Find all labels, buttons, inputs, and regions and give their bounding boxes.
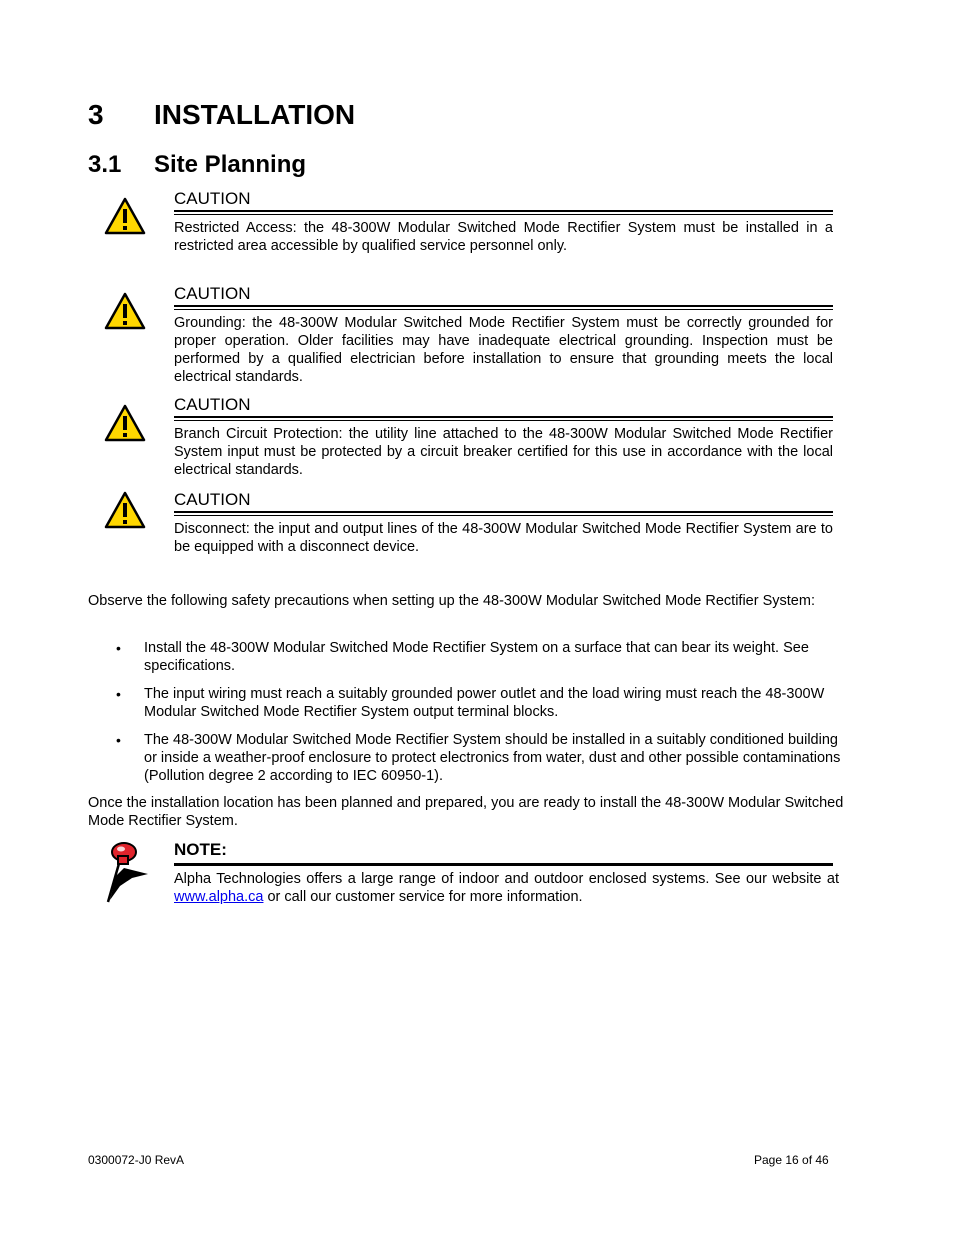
warning-triangle-icon: [104, 197, 146, 235]
note-rule: [174, 863, 833, 866]
footer-doc-id: 0300072-J0 RevA: [88, 1153, 185, 1167]
caution-text: Branch Circuit Protection: the utility line attached to the 48-300W Modular Switched Mode Rectifier System input must be protected by a circuit breaker certified for this use in accordance with the local electrical standards.: [174, 426, 833, 478]
website-link[interactable]: www.alpha.ca: [174, 889, 264, 905]
bullet-item: The 48-300W Modular Switched Mode Rectifier System should be installed in a suitably conditioned building or inside a weather-proof enclosure to protect electronics from water, dust and other possible contaminations (Pollution degree 2 according to IEC 60950-1).: [144, 732, 841, 784]
warning-triangle-icon: [104, 491, 146, 529]
section-heading: [88, 98, 355, 132]
subsection-number: 3.1: [88, 151, 122, 178]
warning-triangle-icon: [104, 404, 146, 442]
caution-text: Restricted Access: the 48-300W Modular Switched Mode Rectifier System must be installed in a restricted area accessible by qualified service personnel only.: [174, 220, 833, 254]
subsection-heading: [88, 150, 306, 180]
note-text-after: or call our customer service for more information.: [263, 889, 583, 905]
bullet-item: The input wiring must reach a suitably grounded power outlet and the load wiring must reach the 48-300W Modular Switched Mode Rectifier System output terminal blocks.: [144, 686, 825, 720]
note-text-before: Alpha Technologies offers a large range of indoor and outdoor enclosed systems. See our website at: [174, 871, 839, 887]
caution-rule: [174, 305, 833, 311]
caution-rule: [174, 416, 833, 422]
note-heading: NOTE:: [174, 840, 227, 859]
caution-heading: CAUTION: [174, 284, 251, 303]
bullet-marker: •: [116, 686, 121, 702]
caution-rule: [174, 511, 833, 517]
caution-rule: [174, 210, 833, 216]
caution-heading: CAUTION: [174, 490, 251, 509]
caution-text: Disconnect: the input and output lines of the 48-300W Modular Switched Mode Rectifier System are to be equipped with a disconnect device.: [174, 521, 833, 555]
subsection-title: Site Planning: [154, 151, 307, 178]
bullet-marker: •: [116, 732, 121, 748]
footer-page-number: Page 16 of 46: [754, 1153, 829, 1167]
bullet-marker: •: [116, 640, 121, 656]
bullet-item: Install the 48-300W Modular Switched Mode Rectifier System on a surface that can bear its weight. See specifications.: [144, 640, 809, 674]
caution-heading: CAUTION: [174, 395, 251, 414]
section-title: INSTALLATION: [154, 99, 356, 130]
intro-paragraph: Observe the following safety precautions when setting up the 48-300W Modular Switched Mode Rectifier System:: [88, 593, 815, 609]
warning-triangle-icon: [104, 292, 146, 330]
caution-heading: CAUTION: [174, 189, 251, 208]
closing-paragraph: Once the installation location has been planned and prepared, you are ready to install the 48-300W Modular Switched Mode Rectifier System.: [88, 795, 844, 829]
section-number: 3: [88, 99, 104, 130]
pushpin-icon: [102, 838, 152, 904]
note-text: [174, 870, 839, 906]
caution-text: Grounding: the 48-300W Modular Switched Mode Rectifier System must be correctly grounded for proper operation. Older facilities may have inadequate electrical grounding. Inspection must be performed by a qualified electrician before installation to ensure that grounding meets the local electrical standards.: [174, 315, 833, 385]
